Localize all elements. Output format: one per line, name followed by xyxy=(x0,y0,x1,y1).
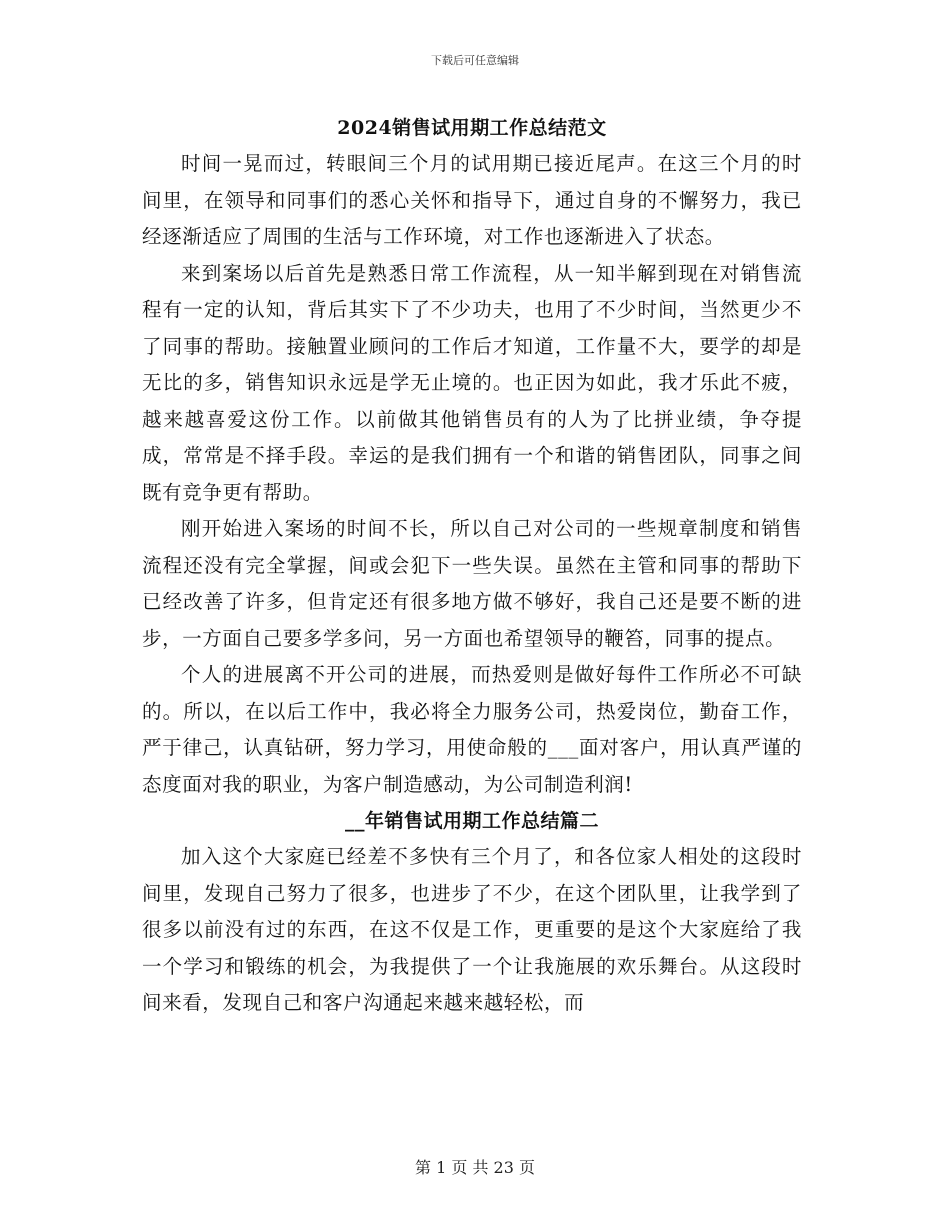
paragraph: 刚开始进入案场的时间不长，所以自己对公司的一些规章制度和销售流程还没有完全掌握，间或会犯下一些失误。虽然在主管和同事的帮助下已经改善了许多，但肯定还有很多地方做不够好，我自己还是要不断的进步，一方面自己要多学多问，另一方面也希望领导的鞭笞，同事的提点。 xyxy=(142,517,802,650)
section-title: __年销售试用期工作总结篇二 xyxy=(344,810,599,832)
page-number: 第 1 页 共 23 页 xyxy=(415,1158,535,1177)
paragraph: 来到案场以后首先是熟悉日常工作流程，从一知半解到现在对销售流程有一定的认知，背后其实下了不少功夫，也用了不少时间，当然更少不了同事的帮助。接触置业顾问的工作后才知道，工作量不大，要学的却是无比的多，销售知识永远是学无止境的。也正因为如此，我才乐此不疲，越来越喜爱这份工作。以前做其他销售员有的人为了比拼业绩，争夺提成，常常是不择手段。幸运的是我们拥有一个和谐的销售团队，同事之间既有竞争更有帮助。 xyxy=(142,261,802,504)
paragraph: 个人的进展离不开公司的进展，而热爱则是做好每件工作所必不可缺的。所以，在以后工作中，我必将全力服务公司，热爱岗位，勤奋工作，严于律己，认真钻研，努力学习，用使命般的___面对客户，用认真严谨的态度面对我的职业，为客户制造感动，为公司制造利润! xyxy=(142,663,802,796)
paragraph: 时间一晃而过，转眼间三个月的试用期已接近尾声。在这三个月的时间里，在领导和同事们的悉心关怀和指导下，通过自身的不懈努力，我已经逐渐适应了周围的生活与工作环境，对工作也逐渐进入了状态。 xyxy=(142,152,802,248)
document-title: 2024销售试用期工作总结范文 xyxy=(337,117,607,139)
paragraph: 加入这个大家庭已经差不多快有三个月了，和各位家人相处的这段时间里，发现自己努力了很多，也进步了不少，在这个团队里，让我学到了很多以前没有过的东西，在这不仅是工作，更重要的是这个大家庭给了我一个学习和锻练的机会，为我提供了一个让我施展的欢乐舞台。从这段时间来看，发现自己和客户沟通起来越来越轻松，而 xyxy=(142,845,802,1014)
header-note: 下载后可任意编辑 xyxy=(431,54,519,67)
document-body xyxy=(142,110,802,1022)
